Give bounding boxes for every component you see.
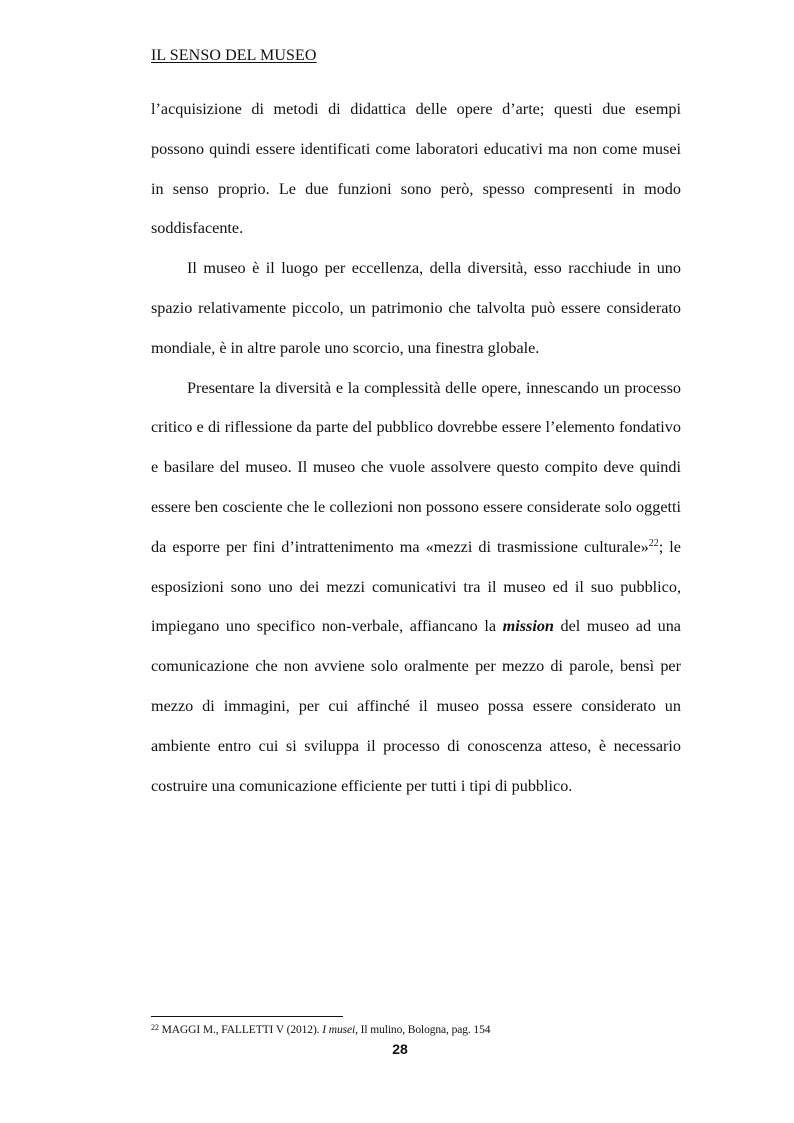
paragraph-2: Il museo è il luogo per eccellenza, della diversità, esso racchiude in uno spazio relativamente piccolo, un patrimonio che talvolta può essere considerato mondiale, è in altre parole uno scorcio, una finestra globale. (151, 259, 681, 357)
running-header: IL SENSO DEL MUSEO (151, 47, 317, 64)
paragraph-3-text-b: ; le esposizioni sono uno dei mezzi comunicativi tra il museo ed il suo pubblico, impiegano uno specifico non-verbale, affiancano la (151, 537, 681, 636)
paragraph-3 (151, 369, 681, 807)
emphasis-mission: mission (502, 617, 554, 636)
footnote-publisher: , Il mulino, Bologna, pag. 154 (355, 1024, 491, 1036)
footnote-authors: MAGGI M., FALLETTI V (2012). (158, 1024, 323, 1036)
footnote (151, 1024, 490, 1036)
footnote-separator (151, 1016, 343, 1017)
paragraph-3-text-a: Presentare la diversità e la complessità delle opere, innescando un processo critico e di riflessione da parte del pubblico dovrebbe essere l’elemento fondativo e basilare del museo. Il museo che vuole assolvere questo compito deve quindi essere ben cosciente che le collezioni non possono essere considerate solo oggetti da esporre per fini d’intrattenimento ma «mezzi di trasmissione culturale» (151, 378, 681, 556)
main-text (151, 90, 681, 806)
paragraph-1: l’acquisizione di metodi di didattica delle opere d’arte; questi due esempi possono quindi essere identificati come laboratori educativi ma non come musei in senso proprio. Le due funzioni sono però, spesso compresenti in modo soddisfacente. (151, 100, 681, 238)
footnote-title: I musei (322, 1024, 356, 1036)
footnote-reference[interactable]: 22 (648, 537, 659, 549)
paragraph-3-text-c: del museo ad una comunicazione che non avviene solo oralmente per mezzo di parole, bensì per mezzo di immagini, per cui affinché il museo possa essere considerato un ambiente entro cui si sviluppa il processo di conoscenza atteso, è necessario costruire una comunicazione efficiente per tutti i tipi di pubblico. (151, 617, 681, 795)
page-number: 28 (392, 1041, 408, 1057)
footnote-number: 22 (151, 1023, 159, 1032)
